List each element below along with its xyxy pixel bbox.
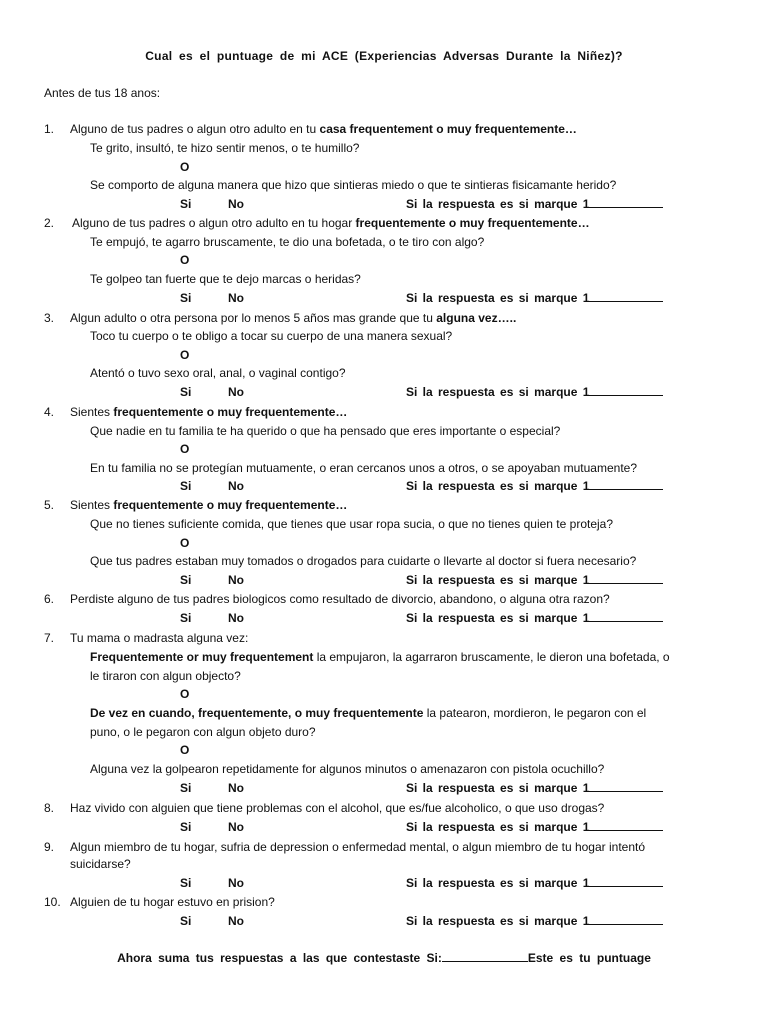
question-option-b: Te golpeo tan fuerte que te dejo marcas o heridas? bbox=[90, 272, 361, 286]
answer-blank[interactable] bbox=[589, 478, 663, 490]
question-number: 9. bbox=[44, 840, 55, 854]
mark-instruction: Si la respuesta es si marque 1 bbox=[406, 290, 663, 306]
question-option-a: Que nadie en tu familia te ha querido o que ha pensado que eres importante o especial? bbox=[90, 424, 561, 438]
answer-no[interactable]: No bbox=[228, 781, 244, 795]
answer-no[interactable]: No bbox=[228, 876, 244, 890]
answer-blank[interactable] bbox=[589, 610, 663, 622]
answer-si[interactable]: Si bbox=[180, 197, 192, 211]
question-number: 4. bbox=[44, 405, 55, 419]
answer-si[interactable]: Si bbox=[180, 573, 192, 587]
total-score-blank[interactable] bbox=[442, 950, 528, 962]
question-option-c: Alguna vez la golpearon repetidamente for algunos minutos o amenazaron con pistola ocuchillo? bbox=[90, 762, 605, 776]
question-option-b: Se comporto de alguna manera que hizo que sintieras miedo o que te sintieras fisicamante herido? bbox=[90, 178, 617, 192]
answer-no[interactable]: No bbox=[228, 611, 244, 625]
mark-instruction: Si la respuesta es si marque 1 bbox=[406, 819, 663, 835]
question-option-b-cont: puno, o le pegaron con algun objeto duro? bbox=[90, 725, 316, 739]
answer-no[interactable]: No bbox=[228, 820, 244, 834]
answer-si[interactable]: Si bbox=[180, 291, 192, 305]
question-stem: Perdiste alguno de tus padres biologicos como resultado de divorcio, abandono, o alguna otra razon? bbox=[70, 592, 610, 606]
question-stem: Algun miembro de tu hogar, sufria de depression o enfermedad mental, o algun miembro de tu hogar intentó bbox=[70, 840, 646, 854]
total-prompt: Ahora suma tus respuestas a las que contestaste Si: bbox=[117, 951, 442, 965]
answer-si[interactable]: Si bbox=[180, 820, 192, 834]
question-stem: Tu mama o madrasta alguna vez: bbox=[70, 631, 249, 645]
question-number: 7. bbox=[44, 631, 55, 645]
answer-no[interactable]: No bbox=[228, 197, 244, 211]
question-option-b: Atentó o tuvo sexo oral, anal, o vaginal contigo? bbox=[90, 366, 346, 380]
question-option-a: Te empujó, te agarro bruscamente, te dio una bofetada, o te tiro con algo? bbox=[90, 235, 485, 249]
mark-instruction: Si la respuesta es si marque 1 bbox=[406, 384, 663, 400]
or-separator: O bbox=[180, 160, 190, 174]
question-number: 2. bbox=[44, 216, 55, 230]
answer-blank[interactable] bbox=[589, 196, 663, 208]
answer-no[interactable]: No bbox=[228, 291, 244, 305]
or-separator: O bbox=[180, 442, 190, 456]
answer-no[interactable]: No bbox=[228, 573, 244, 587]
or-separator: O bbox=[180, 687, 190, 701]
answer-si[interactable]: Si bbox=[180, 914, 192, 928]
mark-instruction: Si la respuesta es si marque 1 bbox=[406, 913, 663, 929]
or-separator: O bbox=[180, 253, 190, 267]
answer-blank[interactable] bbox=[589, 875, 663, 887]
answer-si[interactable]: Si bbox=[180, 781, 192, 795]
or-separator: O bbox=[180, 348, 190, 362]
question-option-a: Te grito, insultó, te hizo sentir menos, o te humillo? bbox=[90, 141, 360, 155]
question-stem: Alguien de tu hogar estuvo en prision? bbox=[70, 895, 275, 909]
answer-si[interactable]: Si bbox=[180, 876, 192, 890]
question-stem: Algun adulto o otra persona por lo menos 5 años mas grande que tu alguna vez….. bbox=[70, 311, 517, 325]
answer-blank[interactable] bbox=[589, 819, 663, 831]
answer-no[interactable]: No bbox=[228, 479, 244, 493]
answer-blank[interactable] bbox=[589, 780, 663, 792]
question-stem: Haz vivido con alguien que tiene problemas con el alcohol, que es/fue alcoholico, o que uso drogas? bbox=[70, 801, 605, 815]
total-suffix: Este es tu puntuage bbox=[527, 951, 651, 965]
question-number: 8. bbox=[44, 801, 55, 815]
question-number: 5. bbox=[44, 498, 55, 512]
question-option-b: En tu familia no se protegían mutuamente, o eran cercanos unos a otros, o se apoyaban mutuamente? bbox=[90, 461, 638, 475]
answer-si[interactable]: Si bbox=[180, 385, 192, 399]
question-option-a-cont: le tiraron con algun objecto? bbox=[90, 669, 241, 683]
question-option-b: De vez en cuando, frequentemente, o muy frequentemente la patearon, mordieron, le pegaron con el bbox=[90, 706, 647, 720]
question-option-b: Que tus padres estaban muy tomados o drogados para cuidarte o llevarte al doctor si fuera necesario? bbox=[90, 554, 637, 568]
question-stem: Sientes frequentemente o muy frequentemente… bbox=[70, 405, 348, 419]
intro-text: Antes de tus 18 anos: bbox=[44, 86, 161, 100]
mark-instruction: Si la respuesta es si marque 1 bbox=[406, 478, 663, 494]
answer-si[interactable]: Si bbox=[180, 611, 192, 625]
total-score-line bbox=[0, 950, 768, 965]
question-number: 3. bbox=[44, 311, 55, 325]
mark-instruction: Si la respuesta es si marque 1 bbox=[406, 875, 663, 891]
or-separator: O bbox=[180, 743, 190, 757]
question-option-a: Frequentemente or muy frequentement la empujaron, la agarraron bruscamente, le dieron una bofetada, o bbox=[90, 650, 670, 664]
mark-instruction: Si la respuesta es si marque 1 bbox=[406, 572, 663, 588]
answer-blank[interactable] bbox=[589, 384, 663, 396]
answer-blank[interactable] bbox=[589, 572, 663, 584]
question-number: 6. bbox=[44, 592, 55, 606]
answer-no[interactable]: No bbox=[228, 914, 244, 928]
question-option-a: Que no tienes suficiente comida, que tienes que usar ropa sucia, o que no tienes quien te proteja? bbox=[90, 517, 614, 531]
question-stem: Alguno de tus padres o algun otro adulto en tu casa frequentement o muy frequentemente… bbox=[70, 122, 577, 136]
answer-si[interactable]: Si bbox=[180, 479, 192, 493]
question-stem: Alguno de tus padres o algun otro adulto en tu hogar frequentemente o muy frequentemente… bbox=[72, 216, 590, 230]
question-number: 1. bbox=[44, 122, 55, 136]
or-separator: O bbox=[180, 536, 190, 550]
answer-blank[interactable] bbox=[589, 913, 663, 925]
question-stem: Sientes frequentemente o muy frequentemente… bbox=[70, 498, 348, 512]
mark-instruction: Si la respuesta es si marque 1 bbox=[406, 780, 663, 796]
question-option-a: Toco tu cuerpo o te obligo a tocar su cuerpo de una manera sexual? bbox=[90, 329, 453, 343]
question-number: 10. bbox=[44, 895, 61, 909]
mark-instruction: Si la respuesta es si marque 1 bbox=[406, 196, 663, 212]
answer-no[interactable]: No bbox=[228, 385, 244, 399]
question-stem-cont: suicidarse? bbox=[70, 857, 131, 871]
document-title: Cual es el puntuage de mi ACE (Experiencias Adversas Durante la Niñez)? bbox=[145, 49, 623, 63]
mark-instruction: Si la respuesta es si marque 1 bbox=[406, 610, 663, 626]
answer-blank[interactable] bbox=[589, 290, 663, 302]
